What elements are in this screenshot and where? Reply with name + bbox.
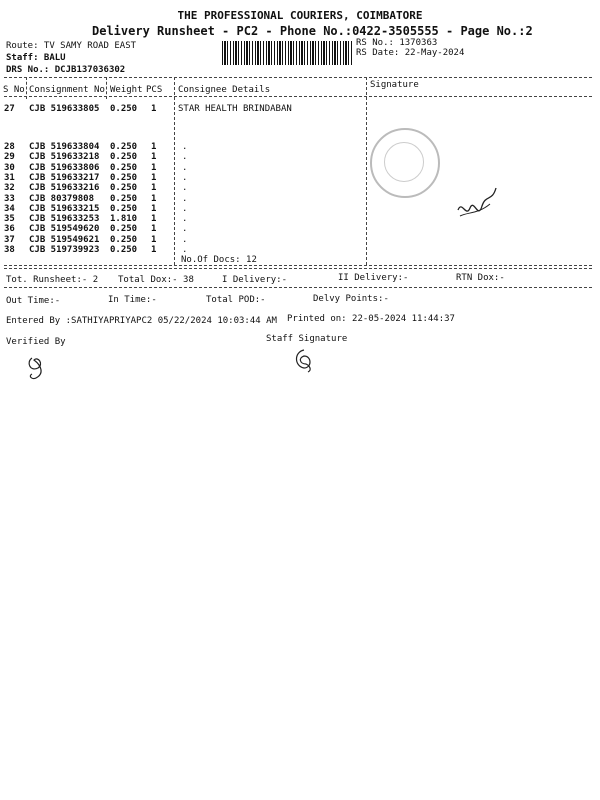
in-time: In Time:-	[108, 295, 157, 305]
staff-label: Staff: BALU	[6, 53, 66, 63]
cell-dot: .	[182, 152, 188, 163]
cell-consignment: CJB 519633804	[29, 142, 100, 152]
route-label: Route: TV SAMY ROAD EAST	[6, 41, 137, 51]
divider	[4, 268, 592, 269]
cell-weight: 0.250	[110, 162, 138, 173]
cell-sno: 32	[4, 183, 15, 194]
column-divider	[26, 77, 27, 99]
cell-sno: 28	[4, 142, 15, 152]
cell-weight: 0.250	[110, 142, 138, 152]
rs-date: RS Date: 22-May-2024	[356, 48, 465, 58]
cell-sno: 31	[4, 172, 15, 183]
cell-sno: 35	[4, 214, 15, 225]
cell-sno: 37	[4, 234, 15, 245]
cell-consignment: CJB 519633216	[29, 183, 100, 194]
cell-weight: 1.810	[110, 214, 138, 225]
rtn-dox: RTN Dox:-	[456, 273, 505, 283]
cell-consignment: CJB 519633805	[29, 104, 100, 114]
cell-weight: 0.250	[110, 193, 138, 204]
cell-pcs: 1	[151, 172, 157, 183]
printed-on: Printed on: 22-05-2024 11:44:37	[287, 314, 455, 324]
cell-dot: .	[182, 172, 188, 183]
cell-consignment: CJB 80379808	[29, 193, 95, 204]
cell-pcs: 1	[151, 104, 157, 114]
no-of-docs: No.Of Docs: 12	[181, 255, 257, 265]
cell-dot: .	[182, 142, 188, 152]
i-delivery: I Delivery:-	[222, 275, 288, 285]
divider	[4, 287, 592, 288]
cell-weight: 0.250	[110, 104, 138, 114]
cell-sno: 33	[4, 193, 15, 204]
cell-consignment: CJB 519633217	[29, 172, 100, 183]
cell-consignment: CJB 519633253	[29, 214, 100, 225]
runsheet-subtitle: Delivery Runsheet - PC2 - Phone No.:0422-3505555 - Page No.:2	[92, 24, 533, 38]
col-header-consignee: Consignee Details	[178, 85, 271, 95]
signature-scribble	[452, 180, 500, 224]
cell-dot: .	[182, 162, 188, 173]
company-stamp	[370, 128, 440, 198]
staff-signature	[290, 346, 318, 374]
cell-dot: .	[182, 245, 188, 255]
cell-sno: 34	[4, 203, 15, 214]
cell-consignment: CJB 519633806	[29, 162, 100, 173]
cell-consignment: CJB 519739923	[29, 245, 100, 255]
cell-sno: 30	[4, 162, 15, 173]
divider	[4, 265, 592, 266]
cell-pcs: 1	[151, 245, 157, 255]
cell-dot: .	[182, 193, 188, 204]
cell-consignment: CJB 519633218	[29, 152, 100, 163]
out-time: Out Time:-	[6, 296, 61, 306]
staff-signature-label: Staff Signature	[266, 334, 348, 344]
cell-consignee: STAR HEALTH BRINDABAN	[178, 104, 292, 114]
cell-consignment: CJB 519549621	[29, 234, 100, 245]
table-row	[0, 245, 600, 256]
table-row	[0, 104, 600, 115]
cell-weight: 0.250	[110, 234, 138, 245]
delvy-points: Delvy Points:-	[313, 294, 389, 304]
cell-weight: 0.250	[110, 152, 138, 163]
cell-pcs: 1	[151, 203, 157, 214]
col-header-signature: Signature	[370, 80, 419, 90]
cell-dot: .	[182, 214, 188, 225]
drs-number: DRS No.: DCJB137036302	[6, 65, 126, 75]
cell-sno: 36	[4, 224, 15, 235]
cell-pcs: 1	[151, 183, 157, 194]
ii-delivery: II Delivery:-	[338, 273, 409, 283]
cell-sno: 29	[4, 152, 15, 163]
cell-pcs: 1	[151, 142, 157, 152]
verifier-signature	[24, 352, 50, 382]
cell-dot: .	[182, 203, 188, 214]
cell-weight: 0.250	[110, 245, 138, 255]
cell-pcs: 1	[151, 162, 157, 173]
cell-sno: 38	[4, 245, 15, 255]
cell-pcs: 1	[151, 152, 157, 163]
cell-weight: 0.250	[110, 172, 138, 183]
barcode	[222, 41, 352, 65]
column-divider	[106, 77, 107, 99]
cell-dot: .	[182, 234, 188, 245]
cell-weight: 0.250	[110, 224, 138, 235]
tot-runsheet: Tot. Runsheet:- 2	[6, 275, 99, 285]
verified-by: Verified By	[6, 337, 66, 347]
col-header-sno: S No	[3, 85, 25, 95]
cell-pcs: 1	[151, 193, 157, 204]
col-header-consignment: Consignment No	[29, 85, 105, 95]
cell-consignment: CJB 519549620	[29, 224, 100, 235]
rs-number: RS No.: 1370363	[356, 38, 438, 48]
divider	[4, 96, 592, 97]
cell-pcs: 1	[151, 214, 157, 225]
entered-by: Entered By :SATHIYAPRIYAPC2 05/22/2024 10:03:44 AM	[6, 316, 277, 326]
cell-pcs: 1	[151, 234, 157, 245]
cell-pcs: 1	[151, 224, 157, 235]
total-pod: Total POD:-	[206, 295, 266, 305]
cell-weight: 0.250	[110, 203, 138, 214]
cell-weight: 0.250	[110, 183, 138, 194]
cell-sno: 27	[4, 104, 15, 114]
total-dox: Total Dox:- 38	[118, 275, 194, 285]
cell-dot: .	[182, 183, 188, 194]
col-header-pcs: PCS	[146, 85, 163, 95]
company-title: THE PROFESSIONAL COURIERS, COIMBATORE	[177, 9, 423, 22]
col-header-weight: Weight	[110, 85, 143, 95]
cell-consignment: CJB 519633215	[29, 203, 100, 214]
divider	[4, 77, 592, 78]
cell-dot: .	[182, 224, 188, 235]
